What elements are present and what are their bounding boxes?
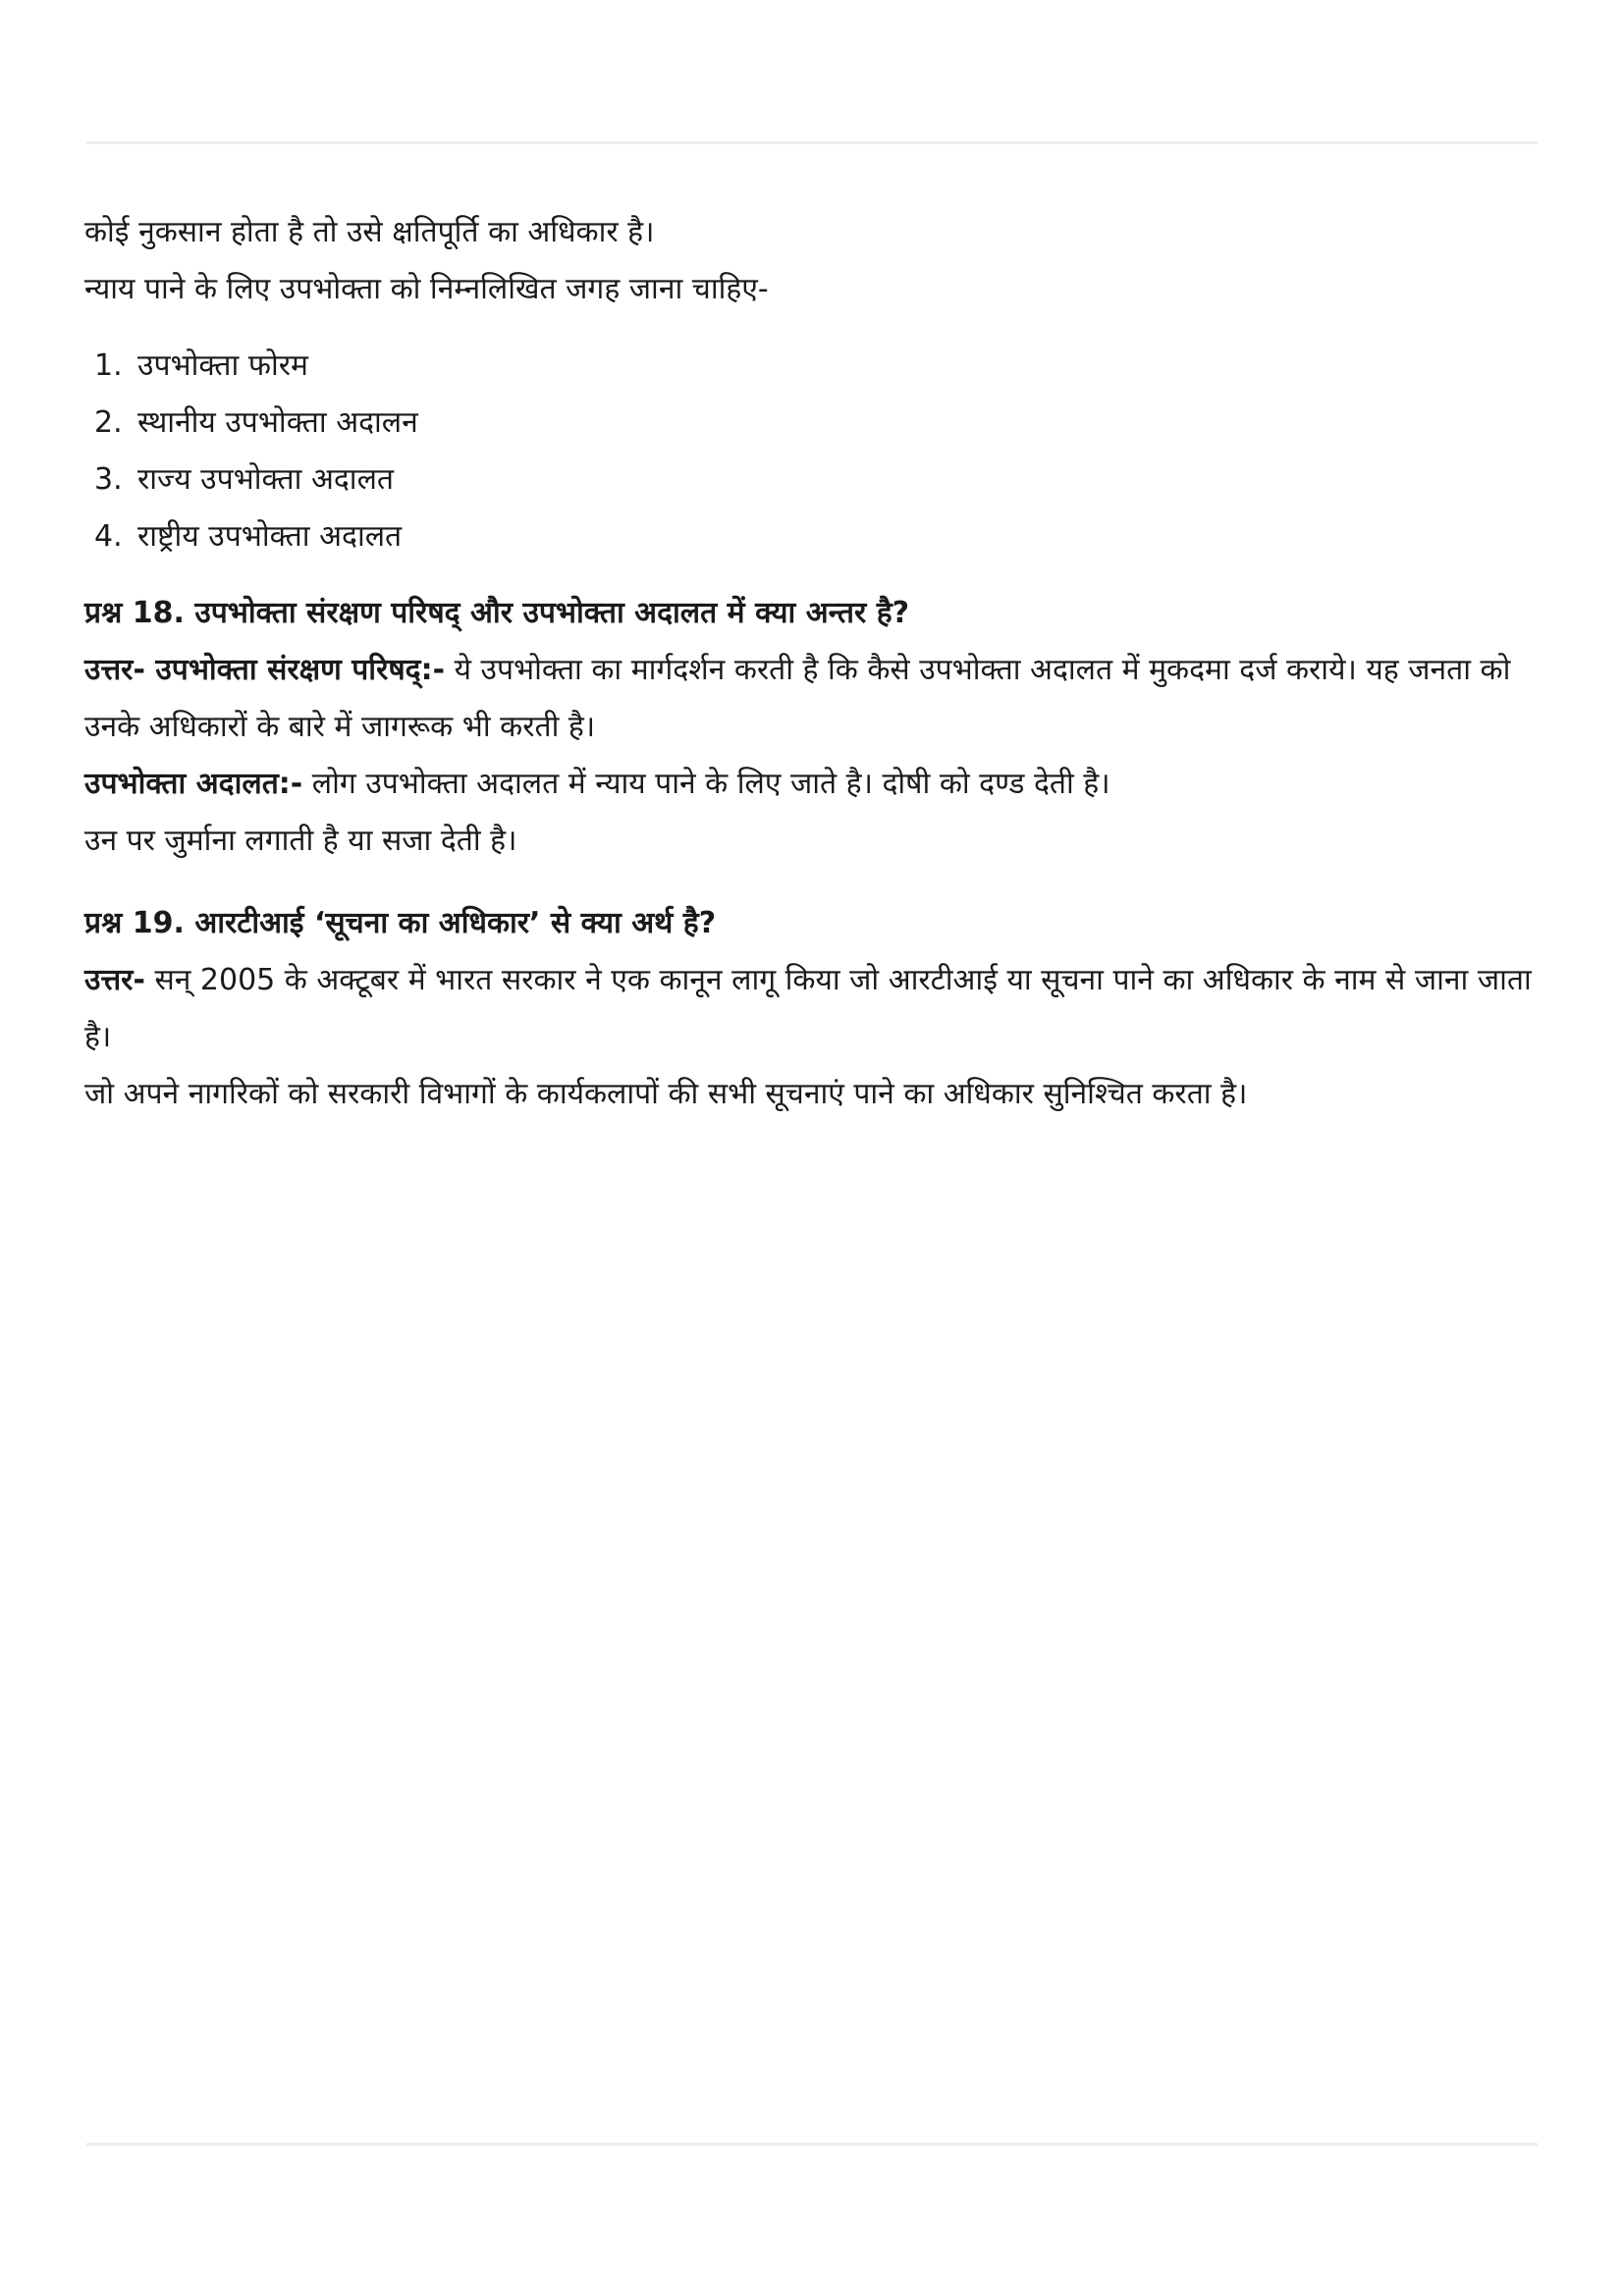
bottom-divider [86, 2143, 1538, 2146]
answer-18-penalty: उन पर जुर्माना लगाती है या सजा देती है। [84, 824, 517, 858]
list-number: 3. [94, 462, 123, 497]
top-divider [86, 141, 1538, 144]
question-19: प्रश्न 19. आरटीआई ‘सूचना का अधिकार’ से क्या अर्थ है? [84, 906, 717, 940]
answer-19-rights: जो अपने नागरिकों को सरकारी विभागों के कार्यकलापों की सभी सूचनाएं पाने का अधिकार सुनिश्चित करता है। [84, 1077, 1248, 1111]
list-item [84, 452, 1538, 508]
answer-18-court [84, 756, 1538, 813]
answer-18-court-label: उपभोक्ता अदालत:- [84, 767, 303, 801]
list-text: राज्य उपभोक्ता अदालत [137, 462, 395, 497]
answer-18-council-text: ये उपभोक्ता का मार्गदर्शन करती है कि कैसे उपभोक्ता अदालत में मुकदमा दर्ज कराये। यह जनता को उनके अधिकारों के बारे में जागरूक भी करती है। [84, 653, 1511, 744]
list-text: स्थानीय उपभोक्ता अदालन [137, 405, 418, 440]
answer-18-council-label: उत्तर- उपभोक्ता संरक्षण परिषद्:- [84, 653, 446, 687]
list-item [84, 338, 1538, 395]
court-list [84, 338, 1538, 565]
answer-19-label: उत्तर- [84, 963, 145, 997]
document-body [84, 204, 1538, 1123]
answer-18-court-text: लोग उपभोक्ता अदालत में न्याय पाने के लिए जाते है। दोषी को दण्ड देती है। [302, 767, 1110, 801]
answer-19-rti [84, 952, 1538, 1066]
answer-18-council [84, 642, 1538, 756]
list-text: उपभोक्ता फोरम [137, 348, 308, 383]
intro-line-1: कोई नुकसान होता है तो उसे क्षतिपूर्ति का अधिकार है। [84, 215, 655, 249]
list-text: राष्ट्रीय उपभोक्ता अदालत [137, 519, 403, 554]
answer-19-text: सन् 2005 के अक्टूबर में भारत सरकार ने एक कानून लागू किया जो आरटीआई या सूचना पाने का अधिकार के नाम से जाना जाता है। [84, 963, 1532, 1054]
question-18: प्रश्न 18. उपभोक्ता संरक्षण परिषद् और उपभोक्ता अदालत में क्या अन्तर है? [84, 596, 910, 630]
list-item [84, 508, 1538, 565]
intro-line-2: न्याय पाने के लिए उपभोक्ता को निम्नलिखित जगह जाना चाहिए- [84, 272, 769, 306]
list-number: 2. [94, 405, 123, 440]
list-item [84, 395, 1538, 452]
list-number: 4. [94, 519, 123, 554]
list-number: 1. [94, 348, 123, 383]
